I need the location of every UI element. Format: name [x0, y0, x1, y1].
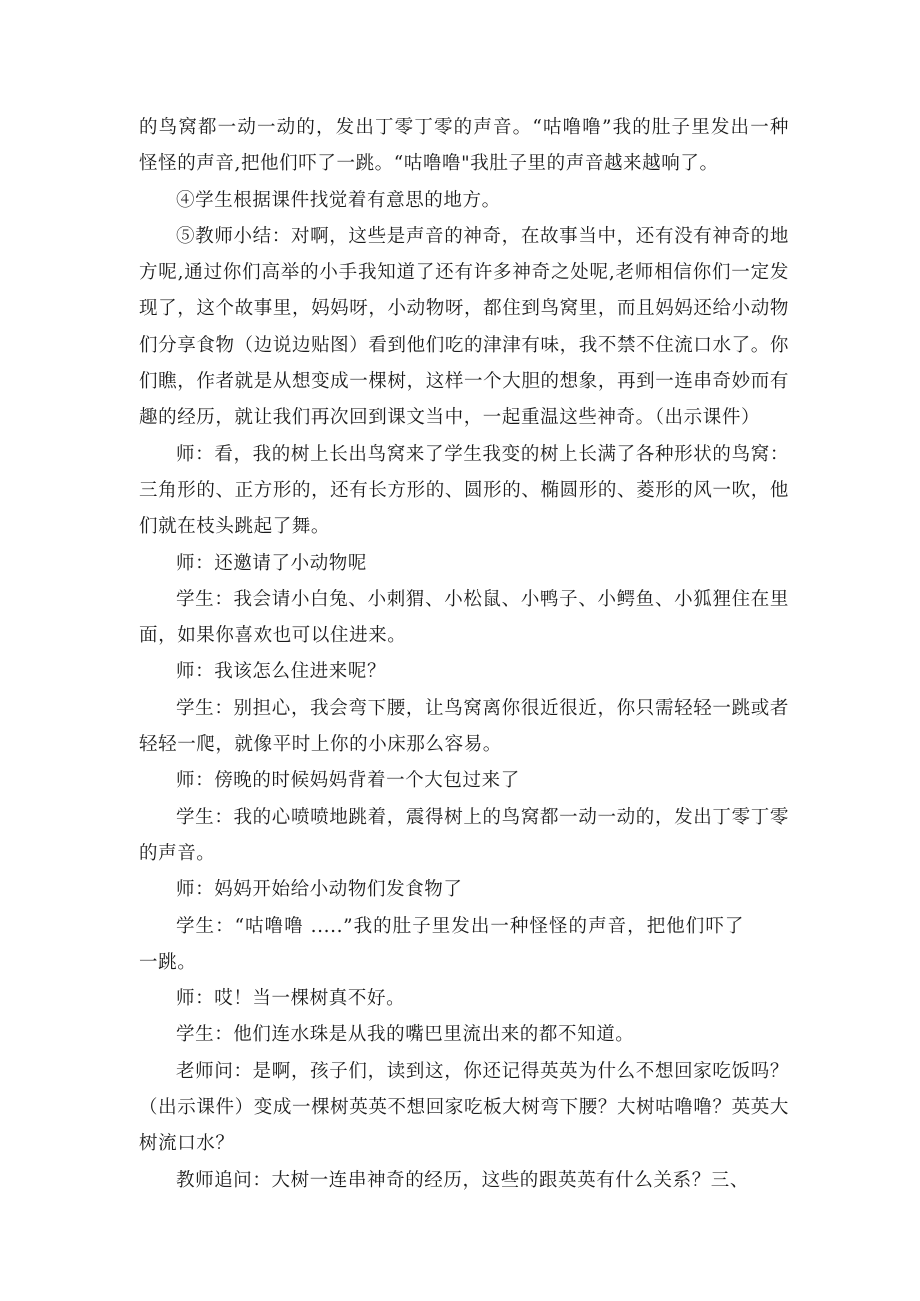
paragraph: 学生：别担心，我会弯下腰，让鸟窝离你很近很近，你只需轻轻一跳或者轻轻一爬，就像平时上你的小床那么容易。 [139, 697, 789, 756]
paragraph: ⑤教师小结：对啊，这些是声音的神奇，在故事当中，还有没有神奇的地方呢,通过你们高举的小手我知道了还有许多神奇之处呢,老师相信你们一定发现了，这个故事里，妈妈呀，小动物呀，都住到鸟窝里，而且妈妈还给小动物们分享食物（边说边贴图）看到他们吃的津津有味，我不禁不住流口水了。你们瞧，作者就是从想变成一棵树，这样一个大胆的想象，再到一连串奇妙而有趣的经历，就让我们再次回到课文当中，一起重温这些神奇。（出示课件） [139, 225, 789, 429]
paragraph: 师：傍晚的时候妈妈背着一个大包过来了 [176, 770, 520, 792]
document-body [139, 110, 789, 1199]
paragraph: 学生：我的心喷喷地跳着，震得树上的鸟窝都一动一动的，发出丁零丁零的声音。 [139, 806, 789, 864]
paragraph: 师：妈妈开始给小动物们发食物了 [176, 879, 463, 901]
paragraph: 师：还邀请了小动物呢 [176, 552, 368, 574]
paragraph: 师：我该怎么住进来呢？ [176, 661, 387, 683]
paragraph: 老师问：是啊，孩子们，读到这，你还记得英英为什么不想回家吃饭吗？（出示课件）变成一棵树英英不想回家吃板大树弯下腰？大树咕噜噜？英英大树流口水？ [139, 1060, 789, 1155]
paragraph: 师：哎！当一棵树真不好。 [176, 988, 406, 1010]
paragraph: 学生：我会请小白兔、小刺猬、小松鼠、小鸭子、小鳄鱼、小狐狸住在里面，如果你喜欢也可以住进来。 [139, 588, 789, 647]
paragraph: 学生：“咕噜噜 .....”我的肚子里发出一种怪怪的声音，把他们吓了一跳。 [139, 915, 744, 973]
paragraph: 教师追问：大树一连串神奇的经历，这些的跟英英有什么关系？三、 [176, 1169, 750, 1191]
paragraph: 师：看，我的树上长出鸟窝来了学生我变的树上长满了各种形状的鸟窝：三角形的、正方形的，还有长方形的、圆形的、椭圆形的、菱形的风一吹，他们就在枝头跳起了舞。 [139, 443, 789, 538]
paragraph: 的鸟窝都一动一动的，发出丁零丁零的声音。“咕噜噜”我的肚子里发出一种怪怪的声音,把他们吓了一跳。“咕噜噜"我肚子里的声音越来越响了。 [139, 117, 789, 175]
paragraph: 学生：他们连水珠是从我的嘴巴里流出来的都不知道。 [176, 1024, 635, 1046]
paragraph: ④学生根据课件找觉着有意思的地方。 [176, 189, 501, 211]
